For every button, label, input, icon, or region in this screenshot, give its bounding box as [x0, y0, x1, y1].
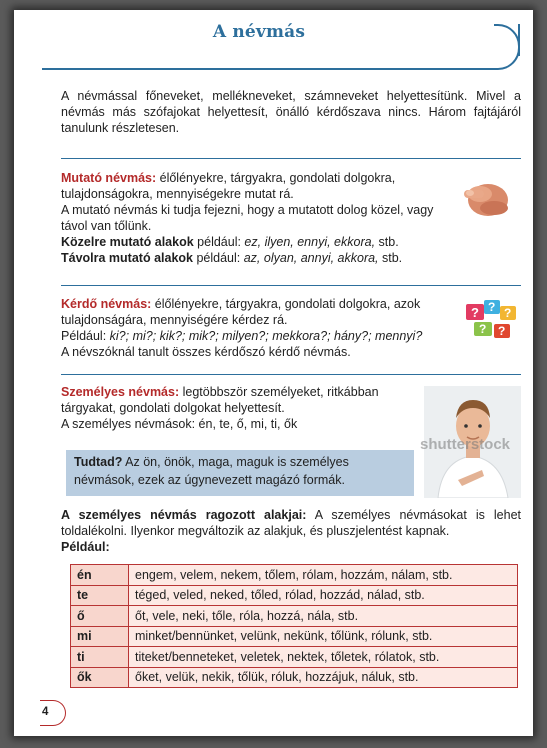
forms-cell: téged, veled, neked, tőled, rólad, hozzád, nálad, stb.: [129, 585, 518, 606]
kerdo-examples: ki?; mi?; kik?; mik?; milyen?; mekkora?; hány?; mennyi?: [109, 329, 423, 343]
near-label: Közelre mutató alakok: [61, 235, 194, 249]
table-row: [71, 647, 518, 668]
boy-pointing-photo: [420, 386, 521, 498]
mutato-section: [61, 170, 456, 266]
tudtad-label: Tudtad?: [74, 455, 123, 469]
szemelyes-section: [61, 384, 411, 432]
near-end: stb.: [375, 235, 399, 249]
szemelyes-term: Személyes névmás:: [61, 385, 180, 399]
mutato-desc: élőlényekre, tárgyakra, gondolati dolgokra, tulajdonságokra, mennyiségekre mutat rá.: [61, 171, 396, 201]
watermark: shutterstock: [420, 436, 511, 453]
tudtad-box: [66, 450, 414, 496]
divider: [61, 158, 521, 159]
far-examples: az, olyan, annyi, akkora,: [243, 251, 379, 265]
kerdo-desc: élőlényekre, tárgyakra, gondolati dolgokra, azok tulajdonságára, mennyiségére kérdez rá.: [61, 297, 421, 327]
pronoun-cell: ő: [71, 606, 129, 627]
divider: [61, 374, 521, 375]
mutato-term: Mutató névmás:: [61, 171, 157, 185]
forms-cell: őt, vele, neki, tőle, róla, hozzá, nála, stb.: [129, 606, 518, 627]
table-row: [71, 667, 518, 688]
pronoun-cell: te: [71, 585, 129, 606]
mutato-line2: A mutató névmás ki tudja fejezni, hogy a mutatott dolog közel, vagy távol van tőlünk.: [61, 203, 434, 233]
szemelyes-line2: A személyes névmások: én, te, ő, mi, ti, ők: [61, 417, 298, 431]
svg-text:?: ?: [471, 305, 479, 320]
forms-cell: minket/bennünket, velünk, nekünk, tőlünk, rólunk, stb.: [129, 626, 518, 647]
ragozott-label: A személyes névmás ragozott alakjai:: [61, 508, 307, 522]
szemelyes-desc: legtöbbször személyeket, ritkábban tárgyakat, gondolati dolgokat helyettesít.: [61, 385, 379, 415]
far-mid: például:: [193, 251, 244, 265]
forms-cell: titeket/benneteket, veletek, nektek, tőletek, rólatok, stb.: [129, 647, 518, 668]
page: [14, 10, 533, 736]
near-mid: például:: [193, 235, 245, 249]
svg-text:?: ?: [479, 322, 487, 336]
tudtad-text: Az ön, önök, maga, maguk is személyes névmások, ezek az úgynevezett magázó formák.: [74, 455, 349, 487]
pronoun-cell: ők: [71, 667, 129, 688]
table-row: [71, 606, 518, 627]
pronoun-cell: mi: [71, 626, 129, 647]
intro-paragraph: A névmással főneveket, mellékneveket, számneveket helyettesítünk. Mivel a névmás más szófajokat helyettesít, önálló kérdőszava nincs. Három fajtájáról tanulunk részletesen.: [61, 89, 521, 135]
pronoun-cell: ti: [71, 647, 129, 668]
pelda-label: Például:: [61, 540, 110, 554]
ragozott-section: [61, 507, 521, 555]
pronoun-table: [70, 564, 518, 688]
far-end: stb.: [378, 251, 403, 265]
divider: [61, 285, 521, 286]
kerdo-term: Kérdő névmás:: [61, 297, 152, 311]
page-number: 4: [40, 700, 66, 726]
kerdo-ex-label: Például:: [61, 329, 110, 343]
pointing-hand-image: [462, 170, 514, 222]
svg-text:?: ?: [488, 300, 496, 314]
forms-cell: engem, velem, nekem, tőlem, rólam, hozzám, nálam, stb.: [129, 565, 518, 586]
pronoun-cell: én: [71, 565, 129, 586]
table-row: [71, 585, 518, 606]
question-mark-bubbles-image: [462, 298, 520, 348]
far-label: Távolra mutató alakok: [61, 251, 193, 265]
kerdo-line3: A névszóknál tanult összes kérdőszó kérdő névmás.: [61, 345, 351, 359]
svg-text:?: ?: [498, 324, 506, 338]
table-row: [71, 626, 518, 647]
table-row: [71, 565, 518, 586]
svg-text:?: ?: [504, 306, 512, 320]
page-title: A névmás: [212, 22, 306, 42]
kerdo-section: [61, 296, 461, 360]
near-examples: ez, ilyen, ennyi, ekkora,: [244, 235, 376, 249]
forms-cell: őket, velük, nekik, tőlük, róluk, hozzájuk, náluk, stb.: [129, 667, 518, 688]
ragozott-text: A személyes névmásokat is lehet toldalékolni. Ilyenkor megváltozik az alakjuk, és pluszjelentést kapnak.: [61, 508, 521, 538]
